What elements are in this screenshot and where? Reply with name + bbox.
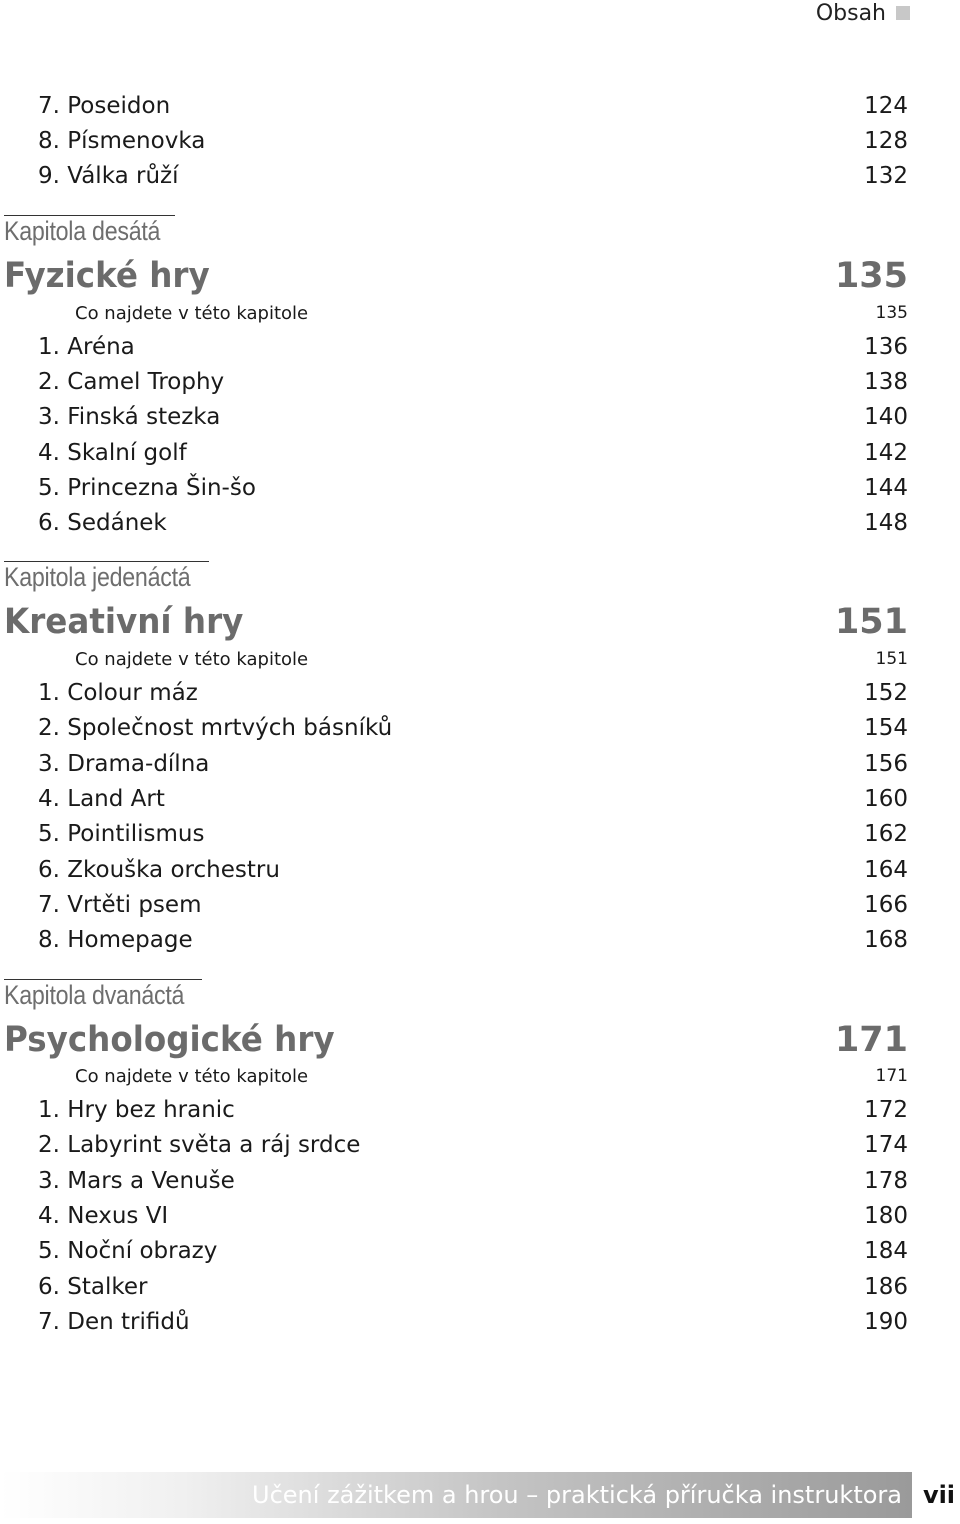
- toc-entry-page: 178: [864, 1168, 908, 1194]
- chapter-heading[interactable]: [4, 254, 908, 298]
- toc-entry-title: 7. Den trifidů: [38, 1309, 190, 1335]
- toc-entry-title: 8. Písmenovka: [38, 128, 206, 154]
- toc-entry[interactable]: [0, 887, 908, 923]
- toc-entry-title: 6. Sedánek: [38, 510, 167, 536]
- toc-entry[interactable]: [0, 399, 908, 435]
- toc-entry-title: 2. Camel Trophy: [38, 369, 225, 395]
- toc-entry[interactable]: [0, 1233, 908, 1269]
- toc-entry-page: 184: [864, 1238, 908, 1264]
- toc-entry-title: 2. Společnost mrtvých básníků: [38, 715, 393, 741]
- toc-entry-page: 164: [864, 857, 908, 883]
- toc-entry[interactable]: [0, 816, 908, 852]
- toc-intro-entry[interactable]: [0, 644, 908, 674]
- toc-entry-page: 142: [864, 440, 908, 466]
- toc-entry-page: 140: [864, 404, 908, 430]
- toc-entry-title: 3. Drama-dílna: [38, 751, 210, 777]
- chapter-label: Kapitola desátá: [4, 216, 161, 246]
- toc-intro-page: 171: [875, 1066, 908, 1086]
- toc-entry-title: 3. Mars a Venuše: [38, 1168, 235, 1194]
- toc-entry[interactable]: [0, 1163, 908, 1199]
- toc-entry-page: 160: [864, 786, 908, 812]
- toc-entry[interactable]: [0, 329, 908, 365]
- footer-page-number: vii: [922, 1481, 956, 1509]
- toc-entry-page: 174: [864, 1132, 908, 1158]
- chapter-page: 151: [834, 602, 908, 642]
- header-square-icon: [896, 6, 910, 20]
- toc-intro-entry[interactable]: [0, 1061, 908, 1091]
- toc-entry[interactable]: [0, 852, 908, 888]
- toc-entry-title: 8. Homepage: [38, 927, 193, 953]
- toc-entry-title: 9. Válka růží: [38, 163, 179, 189]
- toc-entry[interactable]: [0, 746, 908, 782]
- toc-entry-title: 1. Aréna: [38, 334, 135, 360]
- toc-entry[interactable]: [0, 675, 908, 711]
- chapter-label: Kapitola jedenáctá: [4, 562, 191, 592]
- toc-entry[interactable]: [0, 1127, 908, 1163]
- toc-entry-title: 6. Stalker: [38, 1274, 148, 1300]
- toc-entry-page: 136: [864, 334, 908, 360]
- toc-intro-page: 151: [875, 649, 908, 669]
- toc-entry-page: 132: [864, 163, 908, 189]
- toc-entry-title: 4. Skalní golf: [38, 440, 187, 466]
- toc-entry[interactable]: [0, 1304, 908, 1340]
- toc-entry-title: 3. Finská stezka: [38, 404, 221, 430]
- chapter-title: Kreativní hry: [4, 602, 244, 642]
- toc-entry-page: 186: [864, 1274, 908, 1300]
- toc-entry-title: 5. Princezna Šin-šo: [38, 475, 256, 501]
- toc-entry-page: 156: [864, 751, 908, 777]
- chapter-title: Fyzické hry: [4, 256, 210, 296]
- toc-entry-page: 128: [864, 128, 908, 154]
- toc-entry[interactable]: [0, 470, 908, 506]
- toc-entry-page: 152: [864, 680, 908, 706]
- toc-entry-page: 168: [864, 927, 908, 953]
- toc-entry[interactable]: [0, 1269, 908, 1305]
- header-title: Obsah: [815, 0, 886, 26]
- toc-entry-title: 5. Pointilismus: [38, 821, 205, 847]
- toc-entry-page: 144: [864, 475, 908, 501]
- toc-entry[interactable]: [0, 158, 908, 194]
- chapter-heading[interactable]: [4, 600, 908, 644]
- chapter-page: 135: [834, 256, 908, 296]
- toc-entry[interactable]: [0, 123, 908, 159]
- toc-entry-title: 6. Zkouška orchestru: [38, 857, 280, 883]
- toc-intro-title: Co najdete v této kapitole: [75, 648, 309, 670]
- toc-entry[interactable]: [0, 88, 908, 124]
- toc-entry-title: 1. Colour máz: [38, 680, 198, 706]
- toc-entry-page: 154: [864, 715, 908, 741]
- toc-intro-entry[interactable]: [0, 298, 908, 328]
- toc-entry[interactable]: [0, 435, 908, 471]
- toc-entry[interactable]: [0, 364, 908, 400]
- toc-entry[interactable]: [0, 710, 908, 746]
- toc-entry-page: 180: [864, 1203, 908, 1229]
- toc-entry-page: 172: [864, 1097, 908, 1123]
- toc-entry-page: 166: [864, 892, 908, 918]
- toc-entry-title: 4. Land Art: [38, 786, 165, 812]
- toc-intro-title: Co najdete v této kapitole: [75, 302, 309, 324]
- toc-intro-title: Co najdete v této kapitole: [75, 1065, 309, 1087]
- toc-entry[interactable]: [0, 505, 908, 541]
- footer-book-title: Učení zážitkem a hrou – praktická příručka instruktora: [252, 1481, 902, 1509]
- toc-entry-title: 1. Hry bez hranic: [38, 1097, 235, 1123]
- toc-entry-page: 148: [864, 510, 908, 536]
- chapter-page: 171: [834, 1020, 908, 1060]
- toc-entry[interactable]: [0, 922, 908, 958]
- toc-entry[interactable]: [0, 781, 908, 817]
- chapter-label: Kapitola dvanáctá: [4, 980, 185, 1010]
- chapter-heading[interactable]: [4, 1018, 908, 1062]
- toc-entry-title: 7. Poseidon: [38, 93, 171, 119]
- toc-intro-page: 135: [875, 303, 908, 323]
- toc-entry-page: 190: [864, 1309, 908, 1335]
- toc-entry[interactable]: [0, 1198, 908, 1234]
- toc-entry-page: 162: [864, 821, 908, 847]
- chapter-title: Psychologické hry: [4, 1020, 335, 1060]
- toc-entry-page: 138: [864, 369, 908, 395]
- toc-entry-page: 124: [864, 93, 908, 119]
- toc-entry[interactable]: [0, 1092, 908, 1128]
- page-header: [816, 0, 910, 26]
- toc-entry-title: 4. Nexus VI: [38, 1203, 169, 1229]
- toc-entry-title: 7. Vrtěti psem: [38, 892, 202, 918]
- toc-entry-title: 5. Noční obrazy: [38, 1238, 218, 1264]
- toc-entry-title: 2. Labyrint světa a ráj srdce: [38, 1132, 361, 1158]
